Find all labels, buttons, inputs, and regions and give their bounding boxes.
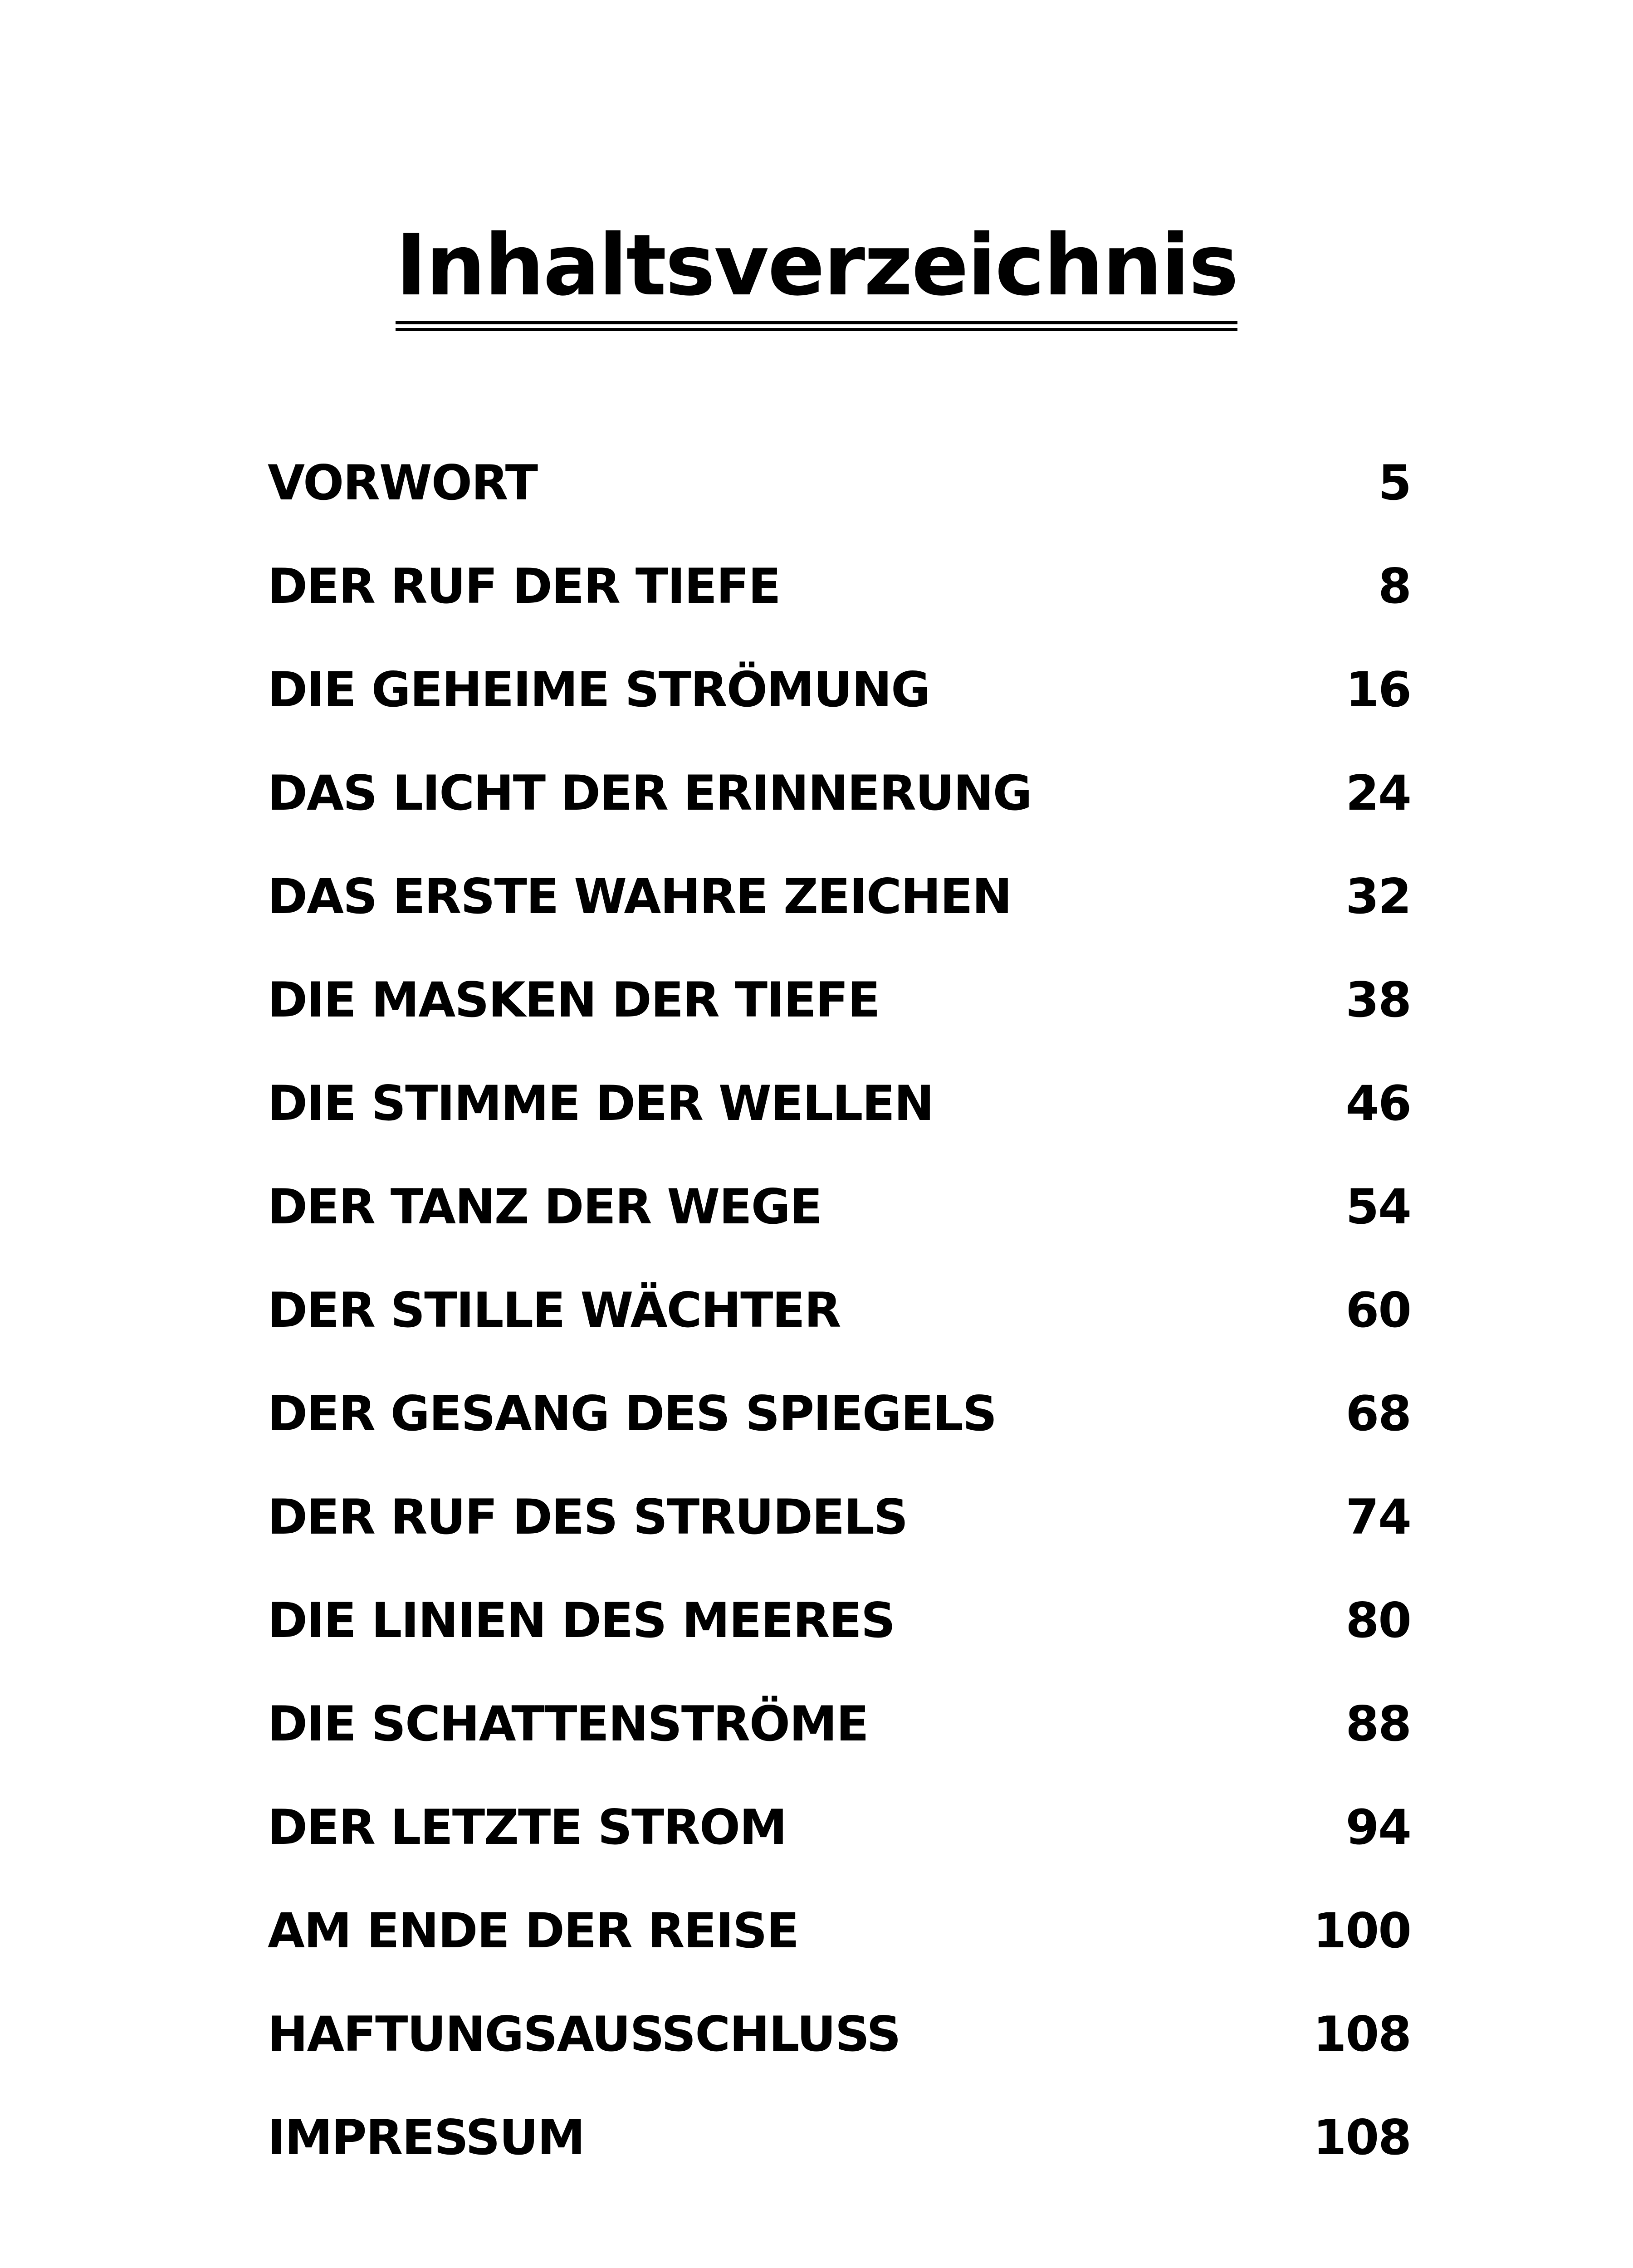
- toc-entry-page-number: 5: [1378, 455, 1411, 511]
- toc-entry-page-number: 46: [1345, 1075, 1411, 1131]
- toc-entry-title: DAS LICHT DER ERINNERUNG: [268, 765, 1032, 821]
- toc-entry: [268, 1569, 1411, 1672]
- toc-entry: [268, 1775, 1411, 1879]
- toc-entry: [268, 431, 1411, 534]
- toc-entry: [268, 2086, 1411, 2189]
- toc-entry-title: DER GESANG DES SPIEGELS: [268, 1385, 997, 1442]
- toc-entry-title: DER RUF DES STRUDELS: [268, 1489, 908, 1545]
- table-of-contents: [268, 431, 1411, 2189]
- toc-entry: [268, 741, 1411, 845]
- toc-entry-title: DIE MASKEN DER TIEFE: [268, 972, 880, 1028]
- toc-entry-page-number: 32: [1345, 868, 1411, 924]
- toc-entry-title: DER STILLE WÄCHTER: [268, 1282, 841, 1338]
- toc-entry: [268, 845, 1411, 948]
- toc-entry-title: VORWORT: [268, 455, 538, 511]
- toc-entry: [268, 1051, 1411, 1155]
- toc-entry-page-number: 8: [1378, 558, 1411, 614]
- toc-entry-title: DIE STIMME DER WELLEN: [268, 1075, 934, 1131]
- toc-entry-title: AM ENDE DER REISE: [268, 1902, 798, 1959]
- toc-entry-page-number: 108: [1313, 2109, 1411, 2165]
- toc-entry-page-number: 38: [1345, 972, 1411, 1028]
- toc-entry-page-number: 88: [1345, 1696, 1411, 1752]
- toc-entry-title: DER LETZTE STROM: [268, 1799, 787, 1855]
- toc-entry: [268, 1362, 1411, 1465]
- toc-entry-page-number: 74: [1345, 1489, 1411, 1545]
- toc-entry-page-number: 100: [1313, 1902, 1411, 1959]
- heading-wrapper: [0, 213, 1633, 331]
- toc-entry: [268, 1982, 1411, 2086]
- page-title: Inhaltsverzeichnis: [396, 213, 1237, 331]
- toc-entry: [268, 1879, 1411, 1982]
- toc-entry-page-number: 54: [1345, 1178, 1411, 1235]
- toc-entry: [268, 1155, 1411, 1258]
- toc-entry: [268, 1465, 1411, 1569]
- toc-entry-title: DER TANZ DER WEGE: [268, 1178, 822, 1235]
- toc-entry: [268, 1672, 1411, 1775]
- toc-entry-title: DIE LINIEN DES MEERES: [268, 1592, 895, 1648]
- toc-entry: [268, 948, 1411, 1051]
- toc-entry: [268, 1258, 1411, 1362]
- toc-entry-title: DIE GEHEIME STRÖMUNG: [268, 661, 930, 718]
- toc-entry-title: DIE SCHATTENSTRÖME: [268, 1696, 868, 1752]
- toc-entry-page-number: 24: [1345, 765, 1411, 821]
- toc-entry-title: HAFTUNGSAUSSCHLUSS: [268, 2006, 900, 2062]
- toc-entry-page-number: 94: [1345, 1799, 1411, 1855]
- toc-entry: [268, 534, 1411, 638]
- toc-entry-page-number: 108: [1313, 2006, 1411, 2062]
- toc-entry: [268, 638, 1411, 741]
- toc-entry-page-number: 68: [1345, 1385, 1411, 1442]
- toc-entry-title: DER RUF DER TIEFE: [268, 558, 780, 614]
- toc-entry-title: DAS ERSTE WAHRE ZEICHEN: [268, 868, 1012, 924]
- toc-entry-page-number: 80: [1345, 1592, 1411, 1648]
- toc-entry-page-number: 16: [1345, 661, 1411, 718]
- toc-entry-title: IMPRESSUM: [268, 2109, 585, 2165]
- toc-entry-page-number: 60: [1345, 1282, 1411, 1338]
